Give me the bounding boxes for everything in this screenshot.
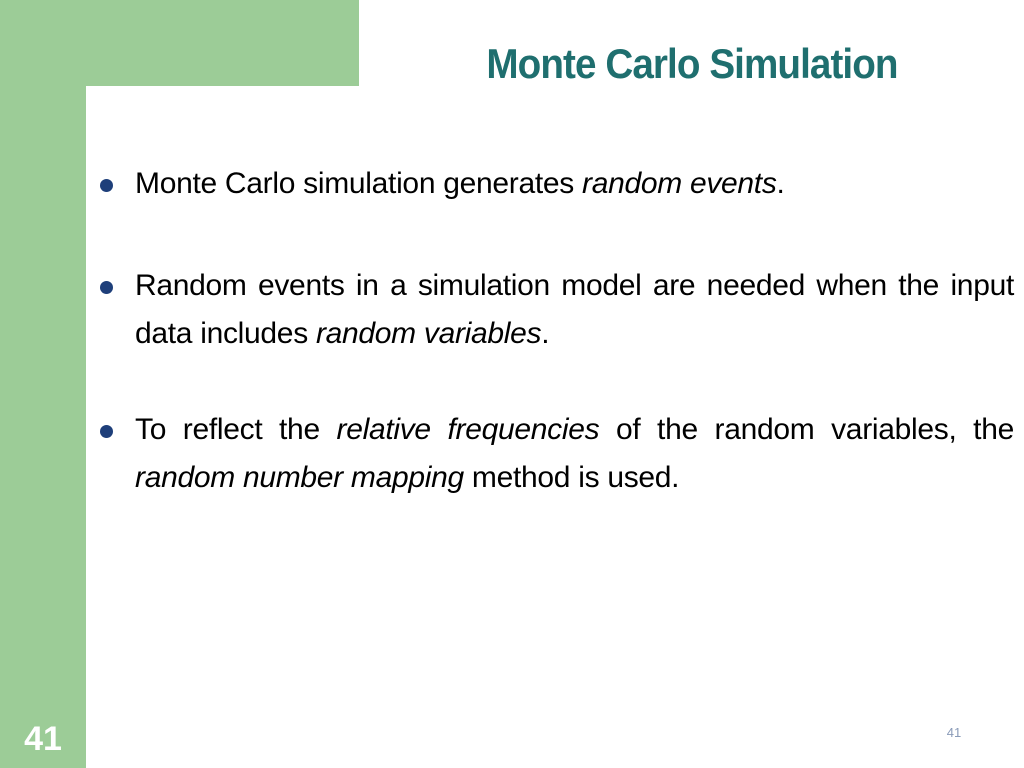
bullet-run: of the random variables, the (599, 413, 1014, 446)
bullet-dot-icon (100, 281, 113, 294)
bullet-list (100, 160, 1014, 556)
bullet-run: Random events in a simulation model are needed when the input data includes (135, 269, 1014, 350)
content-rounded-corner (86, 86, 146, 146)
bullet-run: . (776, 167, 785, 200)
bullet-italic-run: random variables (315, 317, 542, 350)
bullet-dot-icon (100, 425, 113, 438)
bullet-italic-run: random number mapping (135, 461, 464, 494)
bullet-italic-run: random events (582, 167, 777, 200)
slide-title: Monte Carlo Simulation (486, 40, 898, 87)
bullet-run: Monte Carlo simulation generates (135, 167, 582, 200)
bullet-text (135, 413, 1014, 494)
bullet-item (100, 406, 1014, 502)
slide-number-large: 41 (24, 720, 62, 758)
top-accent-bar (0, 0, 359, 86)
bullet-text (135, 269, 1014, 350)
bullet-dot-icon (100, 179, 113, 192)
bullet-run: method is used. (463, 461, 680, 494)
bullet-text (135, 167, 785, 200)
slide-number-small: 41 (946, 725, 962, 740)
bullet-run: . (541, 317, 550, 350)
bullet-item (100, 262, 1014, 358)
left-accent-bar (0, 0, 86, 768)
bullet-run: To reflect the (135, 413, 337, 446)
bullet-italic-run: relative frequencies (336, 413, 600, 446)
bullet-item (100, 160, 1014, 208)
